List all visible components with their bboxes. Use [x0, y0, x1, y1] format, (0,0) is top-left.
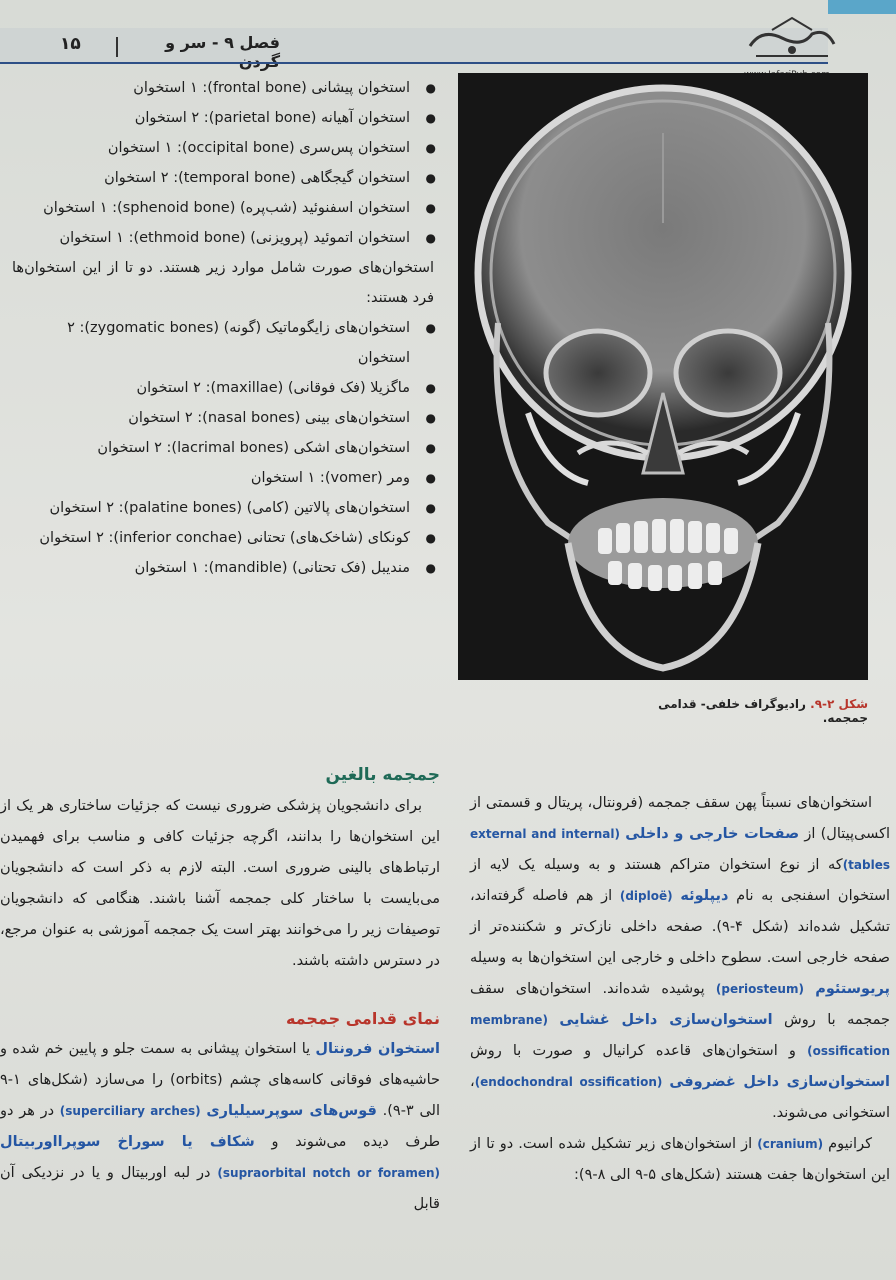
key-term: دیپلوئه — [680, 888, 729, 904]
list-item: ● استخوان‌های بینی (nasal bones): ۲ استخوان — [12, 403, 440, 433]
text-run: از استخوان‌های زیر تشکیل شده است. دو تا از این استخوان‌ها جفت هستند (شکل‌های ۵-۹ الی ۸-۹): — [470, 1136, 890, 1183]
face-bones-intro: استخوان‌های صورت شامل موارد زیر هستند. دو تا از این استخوان‌ها فرد هستند: — [12, 260, 434, 306]
header-rule — [0, 62, 828, 64]
list-item: ● استخوان‌های زایگوماتیک (گونه) (zygomatic bones): ۲ استخوان — [12, 313, 440, 373]
english-term: (diploë) — [619, 889, 673, 903]
list-item: ● استخوان‌های پالاتین (کامی) (palatine bones): ۲ استخوان — [12, 493, 440, 523]
section-heading: جمجمه بالغین — [325, 765, 440, 785]
figure-caption-text: رادیوگراف خلفی- قدامی جمجمه. — [658, 697, 868, 725]
text-run: در هر دو طرف دیده می‌شوند و — [0, 1103, 440, 1150]
english-term: (cranium) — [757, 1137, 824, 1151]
subsection-heading: نمای قدامی جمجمه — [285, 1009, 440, 1028]
chapter-title: فصل ۹ - سر و — [165, 33, 280, 52]
paragraph — [470, 788, 890, 1129]
key-term: صفحات خارجی و داخلی — [625, 826, 800, 842]
list-item: ● استخوان گیجگاهی (temporal bone): ۲ استخوان — [12, 163, 440, 193]
list-item: ● استخوان اتموئید (پرویزنی) (ethmoid bone): ۱ استخوان — [12, 223, 440, 253]
text-run: در لبه اوربیتال و یا در نزدیکی آن قابل — [0, 1165, 440, 1212]
figure-number: شکل ۲-۹. — [810, 697, 868, 711]
skull-radiograph-drawing — [458, 73, 868, 680]
list-item: ● استخوان‌های اشکی (lacrimal bones): ۲ استخوان — [12, 433, 440, 463]
text-run: و استخوان‌های قاعده کرانیال و صورت با روش — [470, 1043, 808, 1059]
paragraph: برای دانشجویان پزشکی ضروری نیست که جزئیات ساختاری هر یک از این استخوان‌ها را بدانند، اگرچه جزئیات کافی و مناسب برای فهمیدن ارتباط‌های بالینی ضروری است. البته لازم به ذکر است که دانشجویان می‌بایست با ساختار کلی جمجمه آشنا باشند. هنگامی که دانشجویان توصیفات زیر را می‌خوانند بهتر است یک جمجمه آموزشی به عنوان مرجع، در دسترس داشته باشند. — [0, 798, 440, 969]
page-edge-band — [828, 0, 896, 14]
cranial-vault-paragraphs — [470, 788, 890, 1191]
paragraph — [0, 1034, 440, 1220]
text-run: ، استخوانی می‌شوند. — [470, 1074, 890, 1121]
key-term: پریوستئوم — [815, 981, 891, 997]
english-term: (membrane ossification) — [470, 1013, 890, 1058]
text-run: یا استخوان پیشانی به سمت جلو و پایین خم شده و حاشیه‌های فوقانی کاسه‌های چشم (orbits) را می‌سازد (شکل‌های ۱-۹ الی ۳-۹). — [0, 1041, 440, 1119]
list-item: ● استخوان آهیانه (parietal bone): ۲ استخوان — [12, 103, 440, 133]
header-separator — [116, 37, 118, 57]
page-number: ۱۵ — [60, 34, 81, 54]
text-run: استخوان‌های نسبتاً پهن سقف جمجمه (فرونتال، پریتال و قسمتی از اکسی‌پیتال) از — [470, 795, 891, 842]
text-run: که از نوع استخوان متراکم هستند و به وسیله یک لایه از استخوان اسفنجی به نام — [470, 857, 890, 904]
english-term: (endochondral ossification) — [474, 1075, 663, 1089]
list-item: ● ماگزیلا (فک فوقانی) (maxillae): ۲ استخوان — [12, 373, 440, 403]
key-term: شکاف یا سوراخ سوپرااوربیتال — [0, 1134, 255, 1150]
list-item: ● استخوان اسفنوئید (شب‌پره) (sphenoid bone): ۱ استخوان — [12, 193, 440, 223]
text-run: کرانیوم — [823, 1136, 872, 1152]
header-band — [0, 28, 828, 62]
text-run: پوشیده شده‌اند. استخوان‌های سقف جمجمه با روش — [470, 981, 890, 1028]
english-term: (superciliary arches) — [59, 1104, 201, 1118]
skull-radiograph-image — [458, 73, 868, 680]
list-item: ● استخوان پیشانی (frontal bone): ۱ استخوان — [12, 73, 440, 103]
list-item: ● ومر (vomer): ۱ استخوان — [12, 463, 440, 493]
key-term: استخوان‌سازی داخل غشایی — [559, 1012, 773, 1028]
english-term: (supraorbital notch or foramen) — [217, 1166, 440, 1180]
key-term: استخوان فرونتال — [315, 1041, 440, 1057]
publisher-logo — [742, 16, 842, 68]
adult-skull-section — [0, 760, 440, 1220]
english-term: (periosteum) — [715, 982, 804, 996]
list-item: ● مندیبل (فک تحتانی) (mandible): ۱ استخوان — [12, 553, 440, 583]
key-term: قوس‌های سوپرسیلیاری — [206, 1103, 377, 1119]
bone-list — [12, 73, 440, 583]
key-term: استخوان‌سازی داخل غضروفی — [669, 1074, 890, 1090]
list-item: ● استخوان پس‌سری (occipital bone): ۱ استخوان — [12, 133, 440, 163]
text-run: از هم فاصله گرفته‌اند، تشکیل شده‌اند (شکل ۴-۹). صفحه داخلی نازک‌تر و شکننده‌تر از صفحه خارجی است. سطوح داخلی و خارجی این استخوان‌ها به وسیله — [470, 888, 890, 966]
english-term: (external and internal tables) — [470, 827, 890, 872]
figure-caption — [616, 697, 868, 725]
paragraph — [470, 1129, 890, 1191]
list-item: ● کونکای (شاخک‌های) تحتانی (inferior conchae): ۲ استخوان — [12, 523, 440, 553]
